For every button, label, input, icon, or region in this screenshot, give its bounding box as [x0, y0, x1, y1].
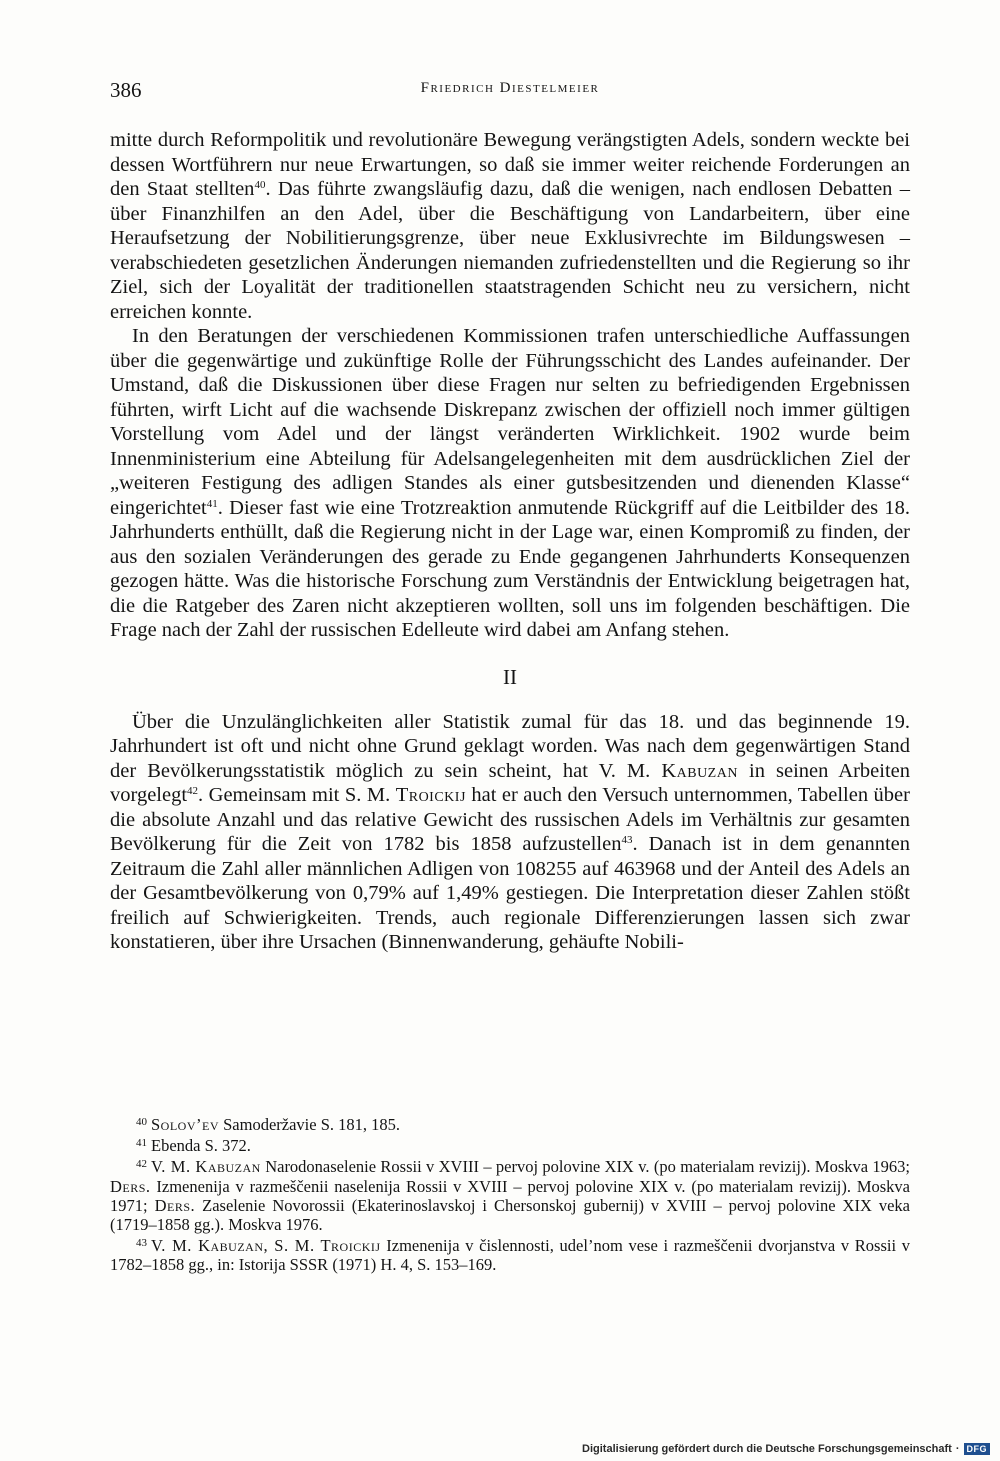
paragraph-1: mitte durch Reformpolitik und revolutionäre Bewegung verängstigten Adels, sondern weckte bei dessen Wortführern nur neue Erwartungen, so daß sie immer weiter reichende Forderungen an den Staat stellten$^{40}$. Das führte zwangsläufig dazu, daß die wenigen, nach endlosen Debatten – über Finanzhilfen an den Adel, über die Beschäftigung von Landarbeitern, über eine Heraufsetzung der Nobilitierungsgrenze, über neue Exklusivrechte im Bildungswesen – verabschiedeten gesetzlichen Änderungen niemanden zufriedenstellten und die Regierung so ihr Ziel, sich der Loyalität der traditionellen staatstragenden Schicht neu zu versichern, nicht erreichen konnte. [110, 129, 911, 323]
running-head: Friedrich Diestelmeier [420, 80, 600, 96]
page-header [110, 78, 910, 108]
dfg-logo: DFG [964, 1443, 991, 1455]
footnote-40: $^{40}$ Solov’ev Samoderžavie S. 181, 185. [136, 1115, 401, 1134]
footnotes [110, 1113, 910, 1275]
paragraph-2: In den Beratungen der verschiedenen Kommissionen trafen unterschiedliche Auffassungen über die gegenwärtige und zukünftige Rolle der Führungsschicht des Landes aufeinander. Der Umstand, daß die Diskussionen über diese Fragen nur selten zu befriedigenden Ergebnissen führten, wirft Licht auf die wachsende Diskrepanz zwischen der offiziell noch immer gültigen Vorstellung vom Adel und der längst veränderten Wirklichkeit. 1902 wurde beim Innenministerium eine Abteilung für Adelsangelegenheiten mit dem ausdrücklichen Ziel der „weiteren Festigung des adligen Standes als einer gutsbesitzenden und dienenden Klasse“ eingerichtet$^{41}$. Dieser fast wie eine Trotzreaktion anmutende Rückgriff auf die Leitbilder des 18. Jahrhunderts enthüllt, daß die Regierung nicht in der Lage war, einen Kompromiß zu finden, der aus den sozialen Veränderungen des gerade zu Ende gegangenen Jahrhunderts Konsequenzen gezogen hätte. Was die historische Forschung zum Verständnis der Entwicklung beigetragen hat, die die Ratgeber des Zaren nicht akzeptieren wollten, soll uns im folgenden beschäftigen. Die Frage nach der Zahl der russischen Edelleute wird dabei am Anfang stehen. [110, 325, 910, 641]
footnote-42: $^{42}$ V. M. Kabuzan Narodonaselenie Rossii v XVIII – pervoj polovine XIX v. (po materialam revizij). Moskva 1963; Ders. Izmenenija v razmeščenii naselenija Rossii v XVIII – pervoj polovine XIX v. (po materialam revizij). Moskva 1971; Ders. Zaselenie Novorossii (Ekaterinoslavskoj i Chersonskoj gubernij) v XVIII – pervoj polovine XIX veka (1719–1858 gg.). Moskva 1976. [110, 1157, 910, 1235]
main-text [110, 128, 910, 955]
footnote-41: $^{41}$ Ebenda S. 372. [136, 1136, 251, 1156]
footnote-ref-40[interactable]: 40 [254, 179, 266, 191]
section-heading: II [503, 664, 517, 689]
footnote-ref-43[interactable]: 43 [621, 834, 633, 846]
digitization-credit [582, 1443, 990, 1455]
footnote-ref-42[interactable]: 42 [187, 785, 199, 797]
credit-text: Digitalisierung gefördert durch die Deutsche Forschungsgemeinschaft [582, 1443, 952, 1455]
footnote-43: $^{43}$ V. M. Kabuzan, S. M. Troickij Izmenenija v čislennosti, udel’nom vese i razmeščenii dvorjanstva v Rossii v 1782–1858 gg., in: Istorija SSSR (1971) H. 4, S. 153–169. [110, 1236, 910, 1275]
page-number: 386 [110, 78, 142, 102]
footnote-ref-41[interactable]: 41 [206, 497, 218, 510]
paragraph-3: Über die Unzulänglichkeiten aller Statistik zumal für das 18. und das beginnende 19. Jahrhundert ist oft und nicht ohne Grund geklagt worden. Was nach dem gegenwärtigen Stand der Bevölkerungsstatistik möglich zu sein scheint, hat V. M. Kabuzan in seinen Arbeiten vorgelegt$^{42}$. Gemeinsam mit S. M. Troickij hat er auch den Versuch unternommen, Tabellen über die absolute Anzahl und das relative Gewicht des russischen Adels im Verhältnis zur gesamten Bevölkerung für die Zeit von 1782 bis 1858 aufzustellen$^{43}$. Danach ist in dem genannten Zeitraum die Zahl aller männlichen Adligen von 108255 auf 463968 und der Anteil des Adels an der Gesamtbevölkerung von 0,79% auf 1,49% gestiegen. Die Interpretation dieser Zahlen stößt freilich auf Schwierigkeiten. Trends, auch regionale Differenzierungen lassen sich zwar konstatieren, über ihre Ursachen (Binnenwanderung, gehäufte Nobili- [110, 710, 910, 953]
author-name-kabuzan: Kabuzan [661, 759, 738, 782]
author-name-troickij: Troickij [395, 784, 466, 806]
credit-separator: · [955, 1443, 960, 1455]
